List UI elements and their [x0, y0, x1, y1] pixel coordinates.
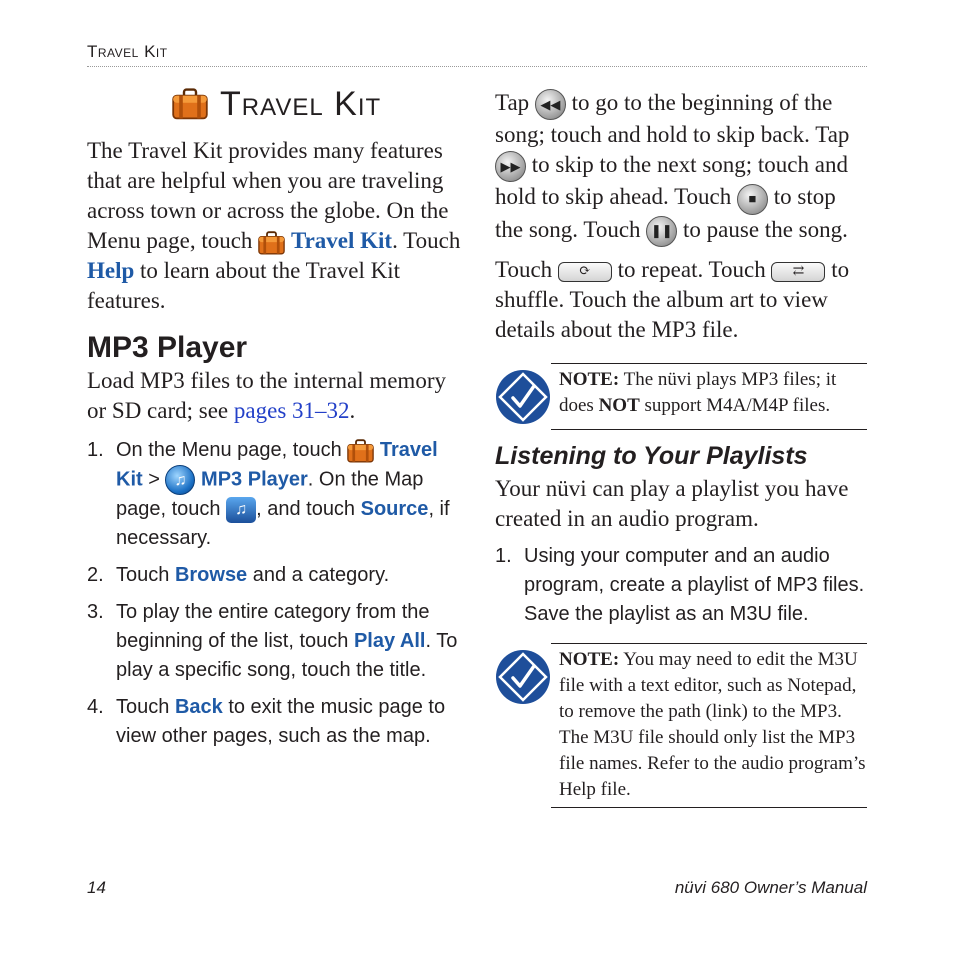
step-text-part: and a category. [252, 564, 390, 586]
list-item [87, 436, 462, 553]
suitcase-icon [258, 231, 285, 255]
note-text [551, 643, 867, 808]
pages-link[interactable]: pages 31–32 [233, 398, 350, 423]
step-text-part: to exit the music page to view other pages, such as the map. [116, 696, 446, 747]
text-part: Touch [495, 256, 553, 282]
note-label: NOTE: [559, 648, 620, 670]
chapter-title [172, 82, 462, 126]
intro-text-3: to learn about the Travel Kit features. [87, 258, 401, 313]
step-number: 2. [87, 564, 104, 586]
note-icon-wrap [495, 643, 551, 808]
step-text [116, 561, 462, 590]
listening-heading: Listening to Your Playlists [495, 441, 808, 470]
note-label: NOTE: [559, 368, 620, 390]
note-box [495, 643, 867, 808]
note-text-part: support M4A/M4P files. [644, 394, 831, 416]
step-text [116, 598, 462, 685]
list-item [87, 598, 462, 685]
manual-title: nüvi 680 Owner’s Manual [674, 878, 867, 897]
travel-kit-label: Travel Kit [116, 439, 438, 491]
step-text-part: . On the Map page, touch [116, 468, 424, 520]
help-link: Help [87, 258, 135, 283]
right-column [495, 88, 867, 808]
repeat-shuffle-paragraph [495, 255, 867, 345]
left-column [87, 82, 462, 759]
music-note-square-icon: ♫ [226, 497, 256, 523]
mp3-intro [87, 366, 462, 426]
list-item [495, 542, 867, 629]
mp3-player-heading: MP3 Player [87, 331, 248, 364]
page-number: 14 [87, 878, 106, 897]
mp3-intro-text: Load MP3 files to the internal memory or SD card; see [87, 368, 446, 423]
text-part: to repeat. Touch [617, 256, 766, 282]
mp3-player-label: MP3 Player [201, 468, 308, 491]
step-text-part: On the Menu page, touch [116, 439, 342, 461]
mp3-intro-end: . [349, 398, 356, 423]
text-part: to shuffle. Touch the album art to view details about the MP3 file. [495, 256, 850, 342]
checkmark-note-icon [495, 649, 551, 705]
list-item [87, 693, 462, 751]
step-number: 3. [87, 601, 104, 623]
play-all-label: Play All [353, 630, 426, 652]
arrow-separator: > [148, 468, 160, 491]
step-number: 4. [87, 696, 104, 718]
note-text-part: The nüvi plays MP3 files; it does [559, 368, 837, 416]
intro-paragraph [87, 136, 462, 316]
step-text [116, 436, 462, 553]
playback-controls-paragraph [495, 88, 867, 247]
intro-text-2: . Touch [392, 228, 461, 253]
travel-kit-link: Travel Kit [290, 228, 393, 253]
playlist-steps [495, 542, 867, 629]
rewind-button-icon: ◀◀ [535, 89, 566, 120]
music-note-circle-icon: ♫ [165, 465, 195, 495]
source-label: Source [360, 498, 429, 520]
header-rule [87, 66, 867, 67]
list-item [87, 561, 462, 590]
step-number: 1. [87, 439, 104, 461]
step-text-part: , and touch [256, 498, 356, 520]
shuffle-button-icon: ⇄ [771, 262, 825, 282]
text-part: to skip to the next song; touch and hold to skip ahead. Touch [495, 152, 848, 210]
browse-label: Browse [174, 564, 248, 586]
suitcase-icon [172, 88, 208, 120]
stop-button-icon: ■ [737, 184, 768, 215]
step-text: Using your computer and an audio program, create a playlist of MP3 files. Save the playlist as an M3U file. [524, 544, 865, 625]
step-text-part: Touch [116, 696, 170, 718]
checkmark-note-icon [495, 369, 551, 425]
playlist-intro: Your nüvi can play a playlist you have created in an audio program. [495, 475, 849, 531]
pause-button-icon: ❚❚ [646, 216, 677, 247]
note-emphasis: NOT [598, 394, 640, 416]
suitcase-icon [347, 439, 374, 463]
mp3-steps [87, 436, 462, 751]
step-text [116, 693, 462, 751]
running-header: Travel Kit [87, 42, 168, 61]
fast-forward-button-icon: ▶▶ [495, 151, 526, 182]
text-part: to stop the song. Touch [495, 184, 836, 242]
note-box [495, 363, 867, 430]
text-part: Tap [495, 90, 530, 115]
step-text-part: , if necessary. [116, 498, 450, 549]
chapter-title-text: Travel Kit [220, 85, 382, 123]
back-label: Back [174, 696, 223, 718]
note-text-part: You may need to edit the M3U file with a text editor, such as Notepad, to remove the path (link) to the MP3. The M3U file should only list the MP3 file names. Refer to the audio program’s Help file. [559, 648, 866, 800]
step-text-part: Touch [116, 564, 170, 586]
intro-text-1: The Travel Kit provides many features that are helpful when you are traveling across town or across the globe. On the Menu page, touch [87, 138, 449, 253]
note-icon-wrap [495, 363, 551, 430]
note-text [551, 363, 867, 430]
step-text-part: To play the entire category from the beginning of the list, touch [116, 601, 430, 652]
step-text-part: . To play a specific song, touch the title. [116, 630, 458, 681]
text-part: to go to the beginning of the song; touch and hold to skip back. Tap [495, 90, 850, 148]
repeat-button-icon: ⟳ [558, 262, 612, 282]
step-number: 1. [495, 544, 512, 567]
text-part: to pause the song. [683, 216, 848, 242]
